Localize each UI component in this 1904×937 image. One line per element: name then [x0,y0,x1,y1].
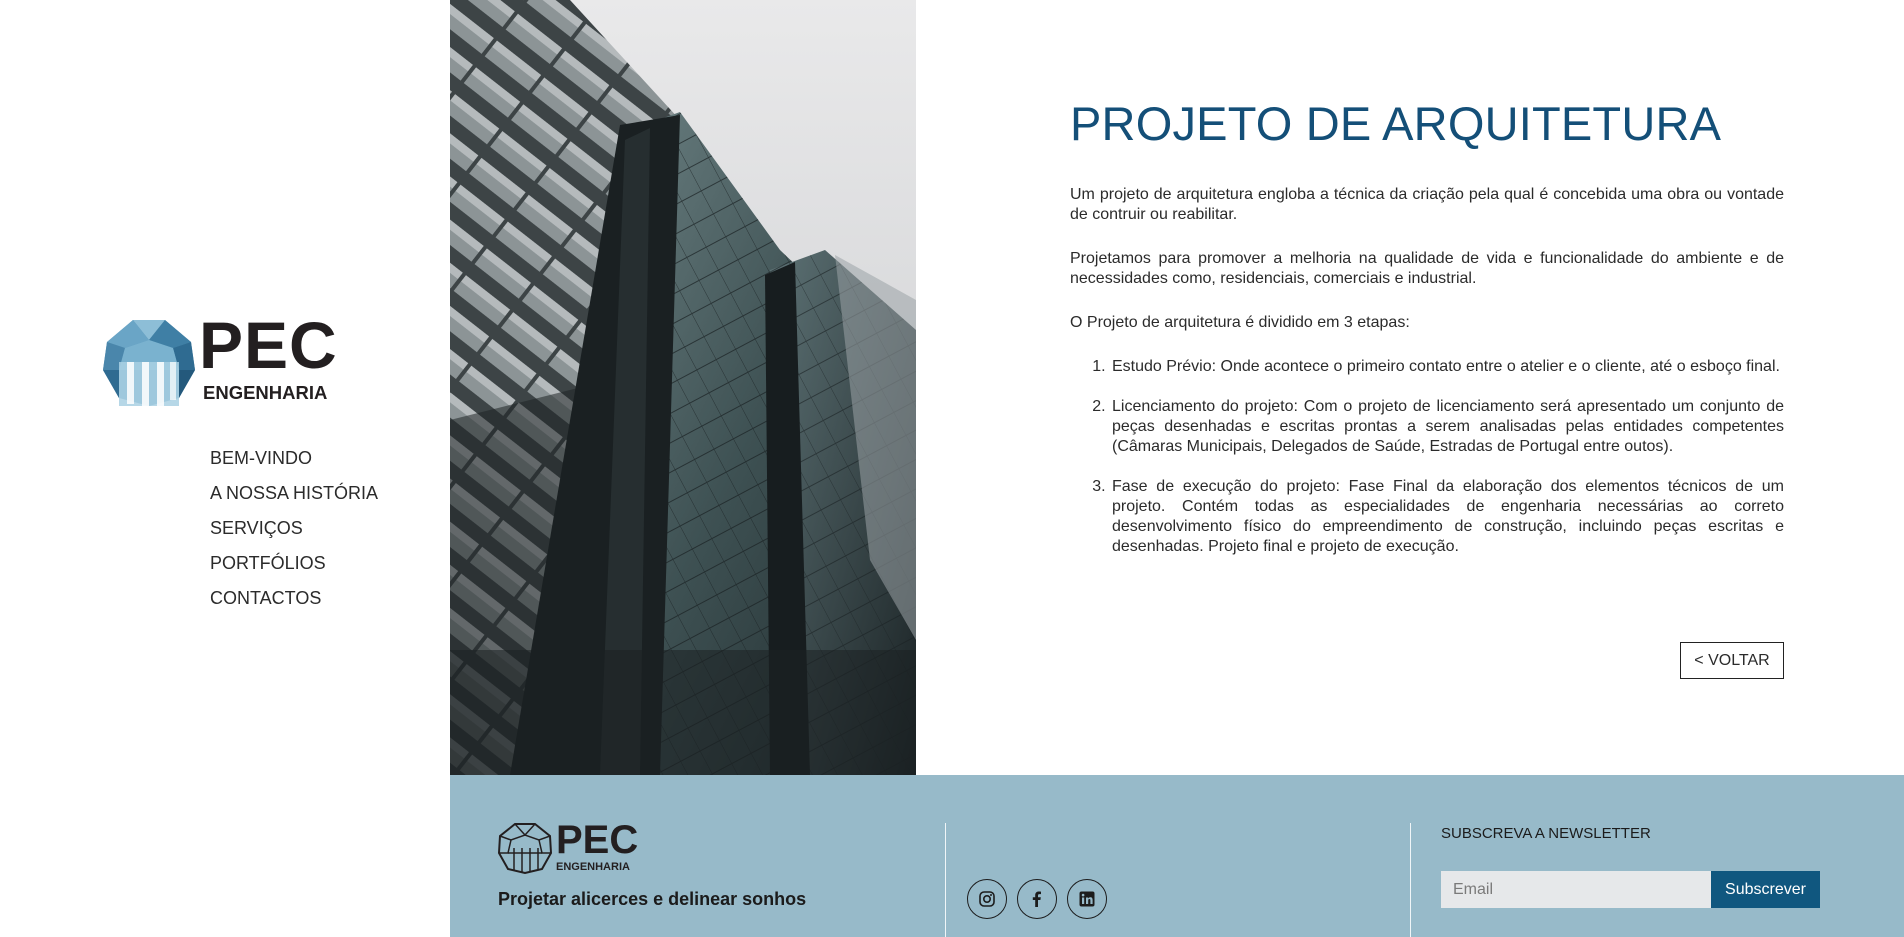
email-input[interactable] [1441,871,1711,908]
purpose-paragraph: Projetamos para promover a melhoria na qualidade de vida e funcionalidade do ambiente e de necessidades como, residenciais, comerciais e industrial. [1070,250,1784,287]
footer-divider [945,823,946,937]
footer-brand-subtitle: ENGENHARIA [556,861,630,873]
sidebar [0,0,450,937]
brand-name: PEC [199,308,338,382]
linkedin-icon[interactable] [1067,879,1107,919]
footer-logo[interactable] [498,818,639,879]
instagram-icon[interactable] [967,879,1007,919]
back-button[interactable]: < VOLTAR [1680,642,1784,679]
stages-intro: O Projeto de arquitetura é dividido em 3 etapas: [1070,314,1410,331]
list-item: 2. Licenciamento do projeto: Com o projeto de licenciamento será apresentado um conjunto de peças desenhadas e escritas prontas a serem analisadas pelas entidades competentes (Câmaras Municipais, Delegados de Saúde, Estradas de Portugal entre outos). [1110,397,1784,457]
nav-item-servicos[interactable]: SERVIÇOS [210,518,303,538]
brand-logo[interactable] [103,308,338,408]
footer-tagline: Projetar alicerces e delinear sonhos [498,889,807,909]
logo-mark-icon [103,318,195,406]
intro-paragraph: Um projeto de arquitetura engloba a técnica da criação pela qual é concebida uma obra ou vontade de contruir ou reabilitar. [1070,186,1784,223]
building-illustration [450,0,916,775]
footer [450,775,1904,937]
footer-brand-name: PEC [556,818,639,862]
nav-item-historia[interactable]: A NOSSA HISTÓRIA [210,483,379,503]
nav-item-portfolios[interactable]: PORTFÓLIOS [210,553,326,573]
stages-list [1070,357,1784,557]
footer-divider [1410,823,1411,937]
brand-subtitle: ENGENHARIA [203,382,328,403]
list-item: 3. Fase de execução do projeto: Fase Final da elaboração dos elementos técnicos de um projeto. Contém todas as especialidades de engenharia necessárias ao correto desenvolvimento físico do empreendimento de construção, incluindo peças escritas e desenhadas. Projeto final e projeto de execução. [1110,477,1784,557]
main-nav [210,446,378,621]
main-content [1070,95,1784,577]
hero-building-image [450,0,916,775]
facebook-icon[interactable] [1017,879,1057,919]
nav-item-contactos[interactable]: CONTACTOS [210,588,322,608]
page-title: PROJETO DE ARQUITETURA [1070,97,1722,150]
logo-outline-icon [498,822,552,874]
list-item: 1. Estudo Prévio: Onde acontece o primeiro contato entre o atelier e o cliente, até o esboço final. [1110,357,1784,377]
nav-item-bem-vindo[interactable]: BEM-VINDO [210,448,313,468]
newsletter-title: SUBSCREVA A NEWSLETTER [1441,825,1651,842]
subscribe-button[interactable]: Subscrever [1711,871,1820,908]
